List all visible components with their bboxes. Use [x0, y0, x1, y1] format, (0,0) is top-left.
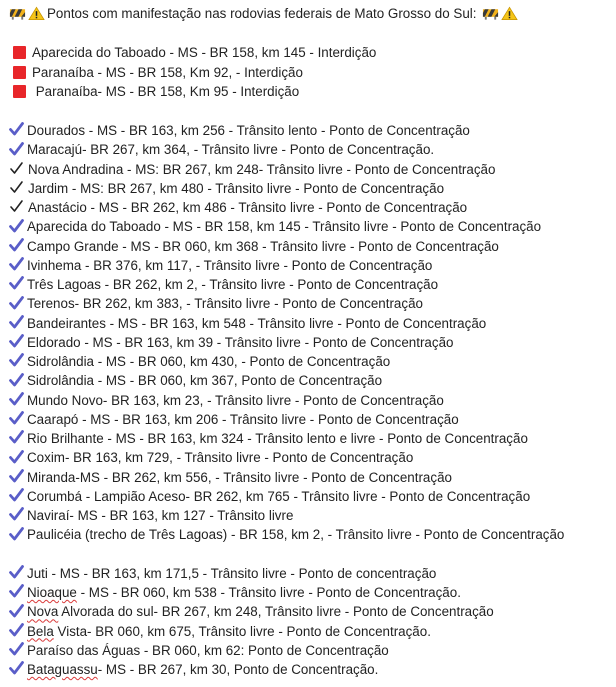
- spellcheck-underlined-word: Nioaque: [27, 585, 77, 600]
- check-mark-icon: [9, 161, 24, 175]
- warning-icon: [28, 6, 45, 21]
- interdicao-item: [9, 82, 299, 101]
- spellcheck-underlined-word: Bataguassu: [27, 662, 98, 677]
- concentration-point-item: [9, 660, 378, 679]
- check-mark-icon: [9, 623, 24, 637]
- check-mark-icon: [9, 584, 24, 598]
- check-mark-icon: [9, 296, 24, 310]
- check-mark-icon: [9, 199, 24, 213]
- concentration-point-item: [9, 525, 599, 544]
- concentration-point-item: [9, 602, 494, 621]
- check-mark-icon: [9, 430, 24, 444]
- concentration-point-text: Sidrolândia - MS - BR 060, km 430, - Ponto de Concentração: [27, 354, 391, 369]
- concentration-point-text: Vista- BR 060, km 675, Trânsito livre - Ponto de Concentração.: [53, 623, 431, 639]
- check-mark-icon: [9, 353, 24, 367]
- concentration-point-text: Corumbá - Lampião Aceso- BR 262, km 765 - Trânsito livre - Ponto de Concentração: [27, 488, 531, 504]
- concentration-point-text: Naviraí- MS - BR 163, km 127 - Trânsito livre: [27, 508, 294, 523]
- concentration-point-item: [9, 371, 382, 390]
- concentration-point-item: [9, 391, 444, 410]
- concentration-point-item: [9, 256, 432, 275]
- concentration-point-text: Sidrolândia - MS - BR 060, km 367, Ponto de Concentração: [27, 373, 383, 389]
- spellcheck-underlined-word: Nova: [27, 604, 59, 620]
- check-mark-icon: [9, 642, 24, 656]
- concentration-point-item: [9, 641, 389, 660]
- check-mark-icon: [9, 411, 24, 425]
- concentration-point-item: [9, 487, 530, 506]
- interdicao-item: [9, 63, 303, 82]
- interdicao-text: Aparecida do Taboado - MS - BR 158, km 145 - Interdição: [32, 45, 377, 60]
- concentration-point-item: [9, 121, 470, 140]
- concentration-point-item: [9, 429, 528, 448]
- concentration-point-text: Miranda-MS - BR 262, km 556, - Trânsito livre - Ponto de Concentração: [27, 469, 452, 485]
- concentration-point-text: Jardim - MS: BR 267, km 480 - Trânsito livre - Ponto de Concentração: [28, 180, 445, 196]
- concentration-point-text: Terenos- BR 262, km 383, - Trânsito livre - Ponto de Concentração: [27, 296, 423, 312]
- interdicao-text: Paranaíba- MS - BR 158, Km 95 - Interdição: [32, 84, 300, 99]
- concentration-point-item: [9, 622, 431, 641]
- concentration-point-text: Ivinhema - BR 376, km 117, - Trânsito livre - Ponto de Concentração: [27, 257, 433, 273]
- concentration-point-item: [9, 468, 452, 487]
- concentration-point-text: Paraíso das Águas - BR 060, km 62: Ponto de Concentração: [27, 642, 389, 658]
- concentration-point-item: [9, 275, 438, 294]
- concentration-point-text: Alvorada do sul- BR 267, km 248, Trânsito livre - Ponto de Concentração: [58, 604, 494, 620]
- concentration-point-item: [9, 333, 453, 352]
- concentration-point-item: [9, 314, 486, 333]
- check-mark-icon: [9, 180, 24, 194]
- concentration-point-text: Eldorado - MS - BR 163, km 39 - Trânsito livre - Ponto de Concentração: [27, 334, 454, 350]
- check-mark-icon: [9, 527, 24, 541]
- concentration-point-text: Coxim- BR 163, km 729, - Trânsito livre - Ponto de Concentração: [27, 450, 414, 466]
- concentration-point-item: [9, 217, 541, 236]
- concentration-point-text: Mundo Novo- BR 163, km 23, - Trânsito livre - Ponto de Concentração: [27, 392, 444, 408]
- check-mark-icon: [9, 507, 24, 521]
- concentration-point-text: Paulicéia (trecho de Três Lagoas) - BR 158, km 2, - Trânsito livre - Ponto de Concentração: [27, 527, 565, 543]
- check-mark-icon: [9, 450, 24, 464]
- red-square-icon: [13, 85, 26, 98]
- check-mark-icon: [9, 315, 24, 329]
- concentration-point-item: [9, 448, 413, 467]
- check-mark-icon: [9, 122, 24, 136]
- spellcheck-underlined-word: Bela: [27, 623, 54, 639]
- check-mark-icon: [9, 661, 24, 675]
- check-mark-icon: [9, 604, 24, 618]
- concentration-point-text: Três Lagoas - BR 262, km 2, - Trânsito livre - Ponto de Concentração: [27, 277, 439, 292]
- concentration-point-text: - MS - BR 267, km 30, Ponto de Concentração.: [97, 662, 379, 677]
- check-mark-icon: [9, 373, 24, 387]
- page-title: Pontos com manifestação nas rodovias federais de Mato Grosso do Sul:: [47, 6, 477, 21]
- concentration-point-item: [9, 179, 444, 198]
- check-mark-icon: [9, 276, 24, 290]
- check-mark-icon: [9, 219, 24, 233]
- red-square-icon: [13, 66, 26, 79]
- concentration-point-text: - MS - BR 060, km 538 - Trânsito livre - Ponto de Concentração.: [76, 585, 461, 600]
- concentration-point-text: Dourados - MS - BR 163, km 256 - Trânsito lento - Ponto de Concentração: [27, 123, 470, 138]
- concentration-point-item: [9, 140, 434, 159]
- construction-barrier-icon: [9, 6, 26, 21]
- concentration-point-item: [9, 294, 423, 313]
- concentration-point-item: [9, 564, 436, 583]
- title-line: [9, 4, 520, 23]
- check-mark-icon: [9, 565, 24, 579]
- concentration-point-item: [9, 198, 467, 217]
- check-mark-icon: [9, 142, 24, 156]
- concentration-point-item: [9, 237, 499, 256]
- concentration-point-text: Nova Andradina - MS: BR 267, km 248- Trânsito livre - Ponto de Concentração: [28, 161, 496, 177]
- construction-barrier-icon: [482, 6, 499, 21]
- concentration-point-item: [9, 352, 390, 371]
- check-mark-icon: [9, 334, 24, 348]
- check-mark-icon: [9, 469, 24, 483]
- check-mark-icon: [9, 238, 24, 252]
- check-mark-icon: [9, 488, 24, 502]
- check-mark-icon: [9, 392, 24, 406]
- concentration-point-text: Caarapó - MS - BR 163, km 206 - Trânsito livre - Ponto de Concentração: [27, 411, 459, 427]
- concentration-point-item: [9, 160, 495, 179]
- concentration-point-text: Maracajú- BR 267, km 364, - Trânsito livre - Ponto de Concentração.: [27, 142, 435, 158]
- interdicao-item: [9, 43, 376, 62]
- concentration-point-text: Rio Brilhante - MS - BR 163, km 324 - Trânsito lento e livre - Ponto de Concentração: [27, 431, 528, 446]
- concentration-point-item: [9, 410, 459, 429]
- concentration-point-text: Juti - MS - BR 163, km 171,5 - Trânsito livre - Ponto de concentração: [27, 565, 437, 581]
- concentration-point-text: Aparecida do Taboado - MS - BR 158, km 145 - Trânsito livre - Ponto de Concentração: [27, 219, 542, 235]
- check-mark-icon: [9, 257, 24, 271]
- interdicao-text: Paranaíba - MS - BR 158, Km 92, - Interdição: [32, 65, 303, 80]
- red-square-icon: [13, 46, 26, 59]
- concentration-point-item: [9, 583, 461, 602]
- concentration-point-text: Bandeirantes - MS - BR 163, km 548 - Trânsito livre - Ponto de Concentração: [27, 315, 487, 331]
- warning-icon: [501, 6, 518, 21]
- concentration-point-item: [9, 506, 293, 525]
- concentration-point-text: Anastácio - MS - BR 262, km 486 - Trânsito livre - Ponto de Concentração: [28, 200, 468, 215]
- concentration-point-text: Campo Grande - MS - BR 060, km 368 - Trânsito livre - Ponto de Concentração: [27, 238, 499, 254]
